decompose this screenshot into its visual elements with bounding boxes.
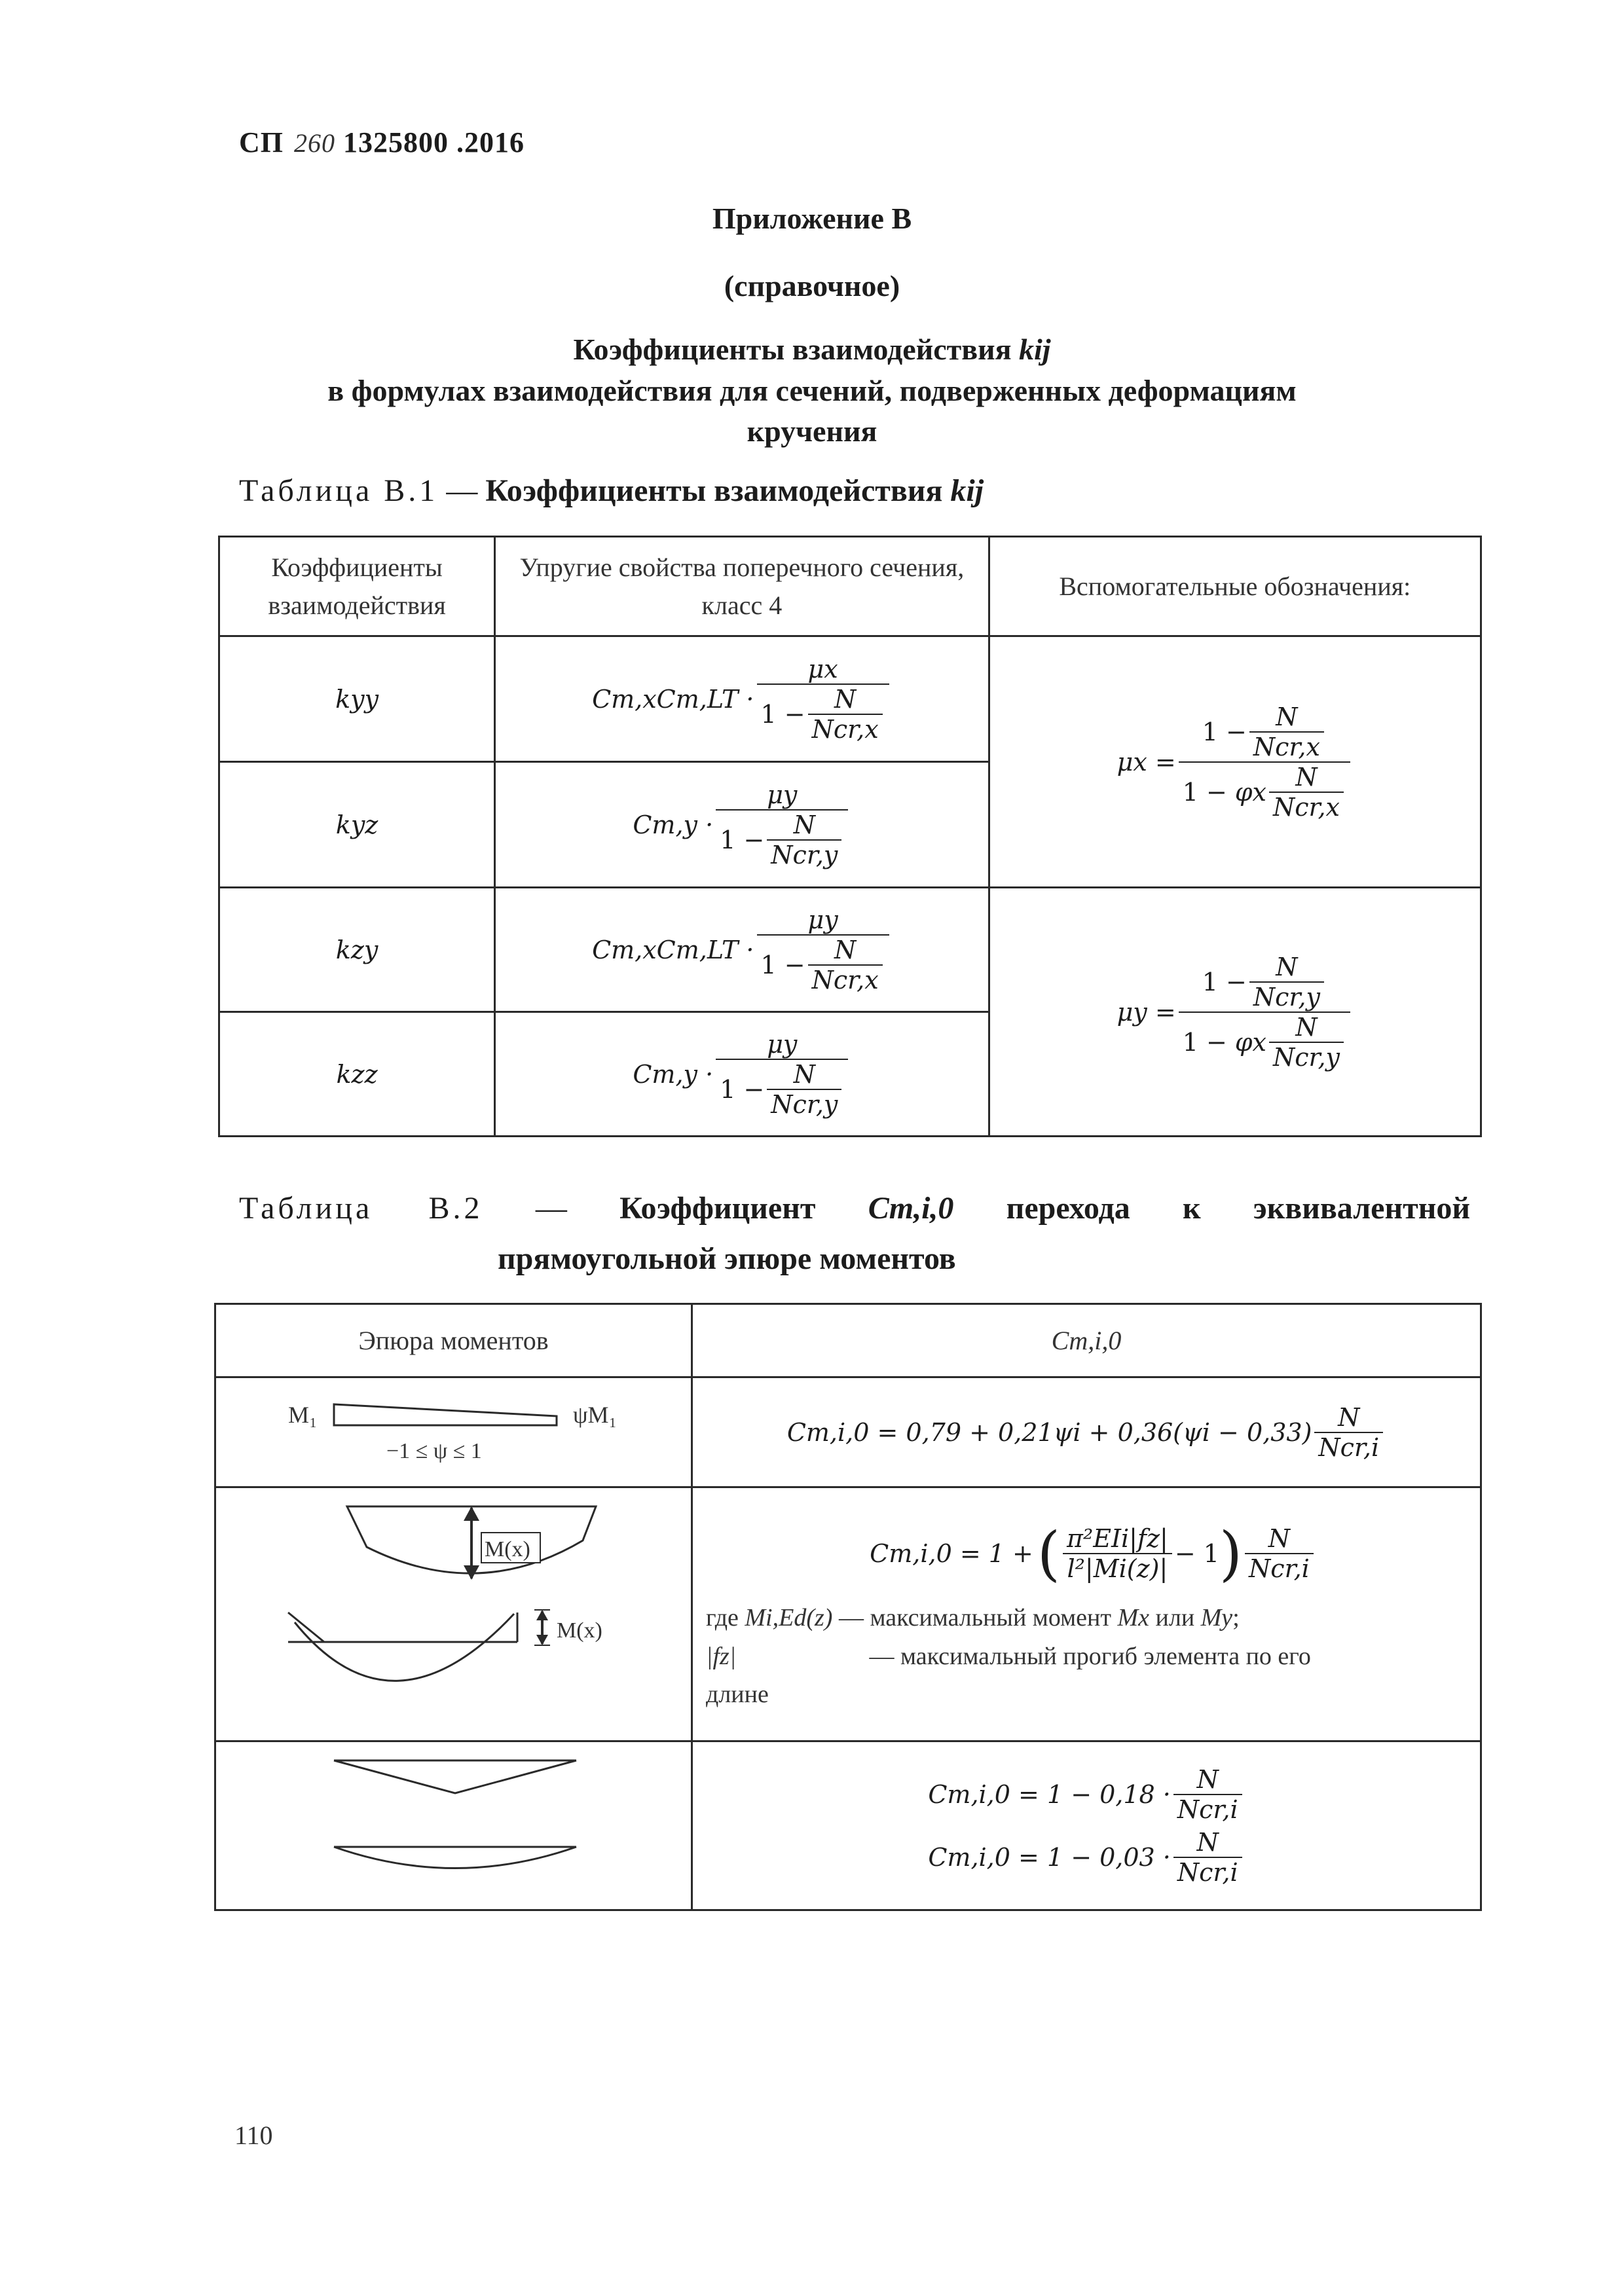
one-minus: 1 − (720, 825, 765, 854)
appendix-heading-line3: кручения (747, 414, 877, 448)
table-row (215, 1741, 1481, 1910)
phi-symbol: φx (1234, 777, 1266, 807)
ncr-symbol: Ncr,x (811, 965, 879, 994)
caption-dash: — (483, 1191, 620, 1226)
table-b2-caption-symbol: Cm,i,0 (868, 1191, 954, 1226)
note-line3: длине (706, 1681, 769, 1709)
formula-prefix: Cm,xCm,LT · (592, 684, 754, 714)
ncr-symbol: Ncr,i (1177, 1795, 1238, 1824)
one-minus: 1 − (760, 699, 805, 729)
page-number: 110 (234, 2121, 273, 2150)
handwritten-number: 260 (294, 128, 335, 158)
table-b1-caption-prefix: Таблица В.1 (239, 473, 439, 508)
table-b2-header (215, 1304, 1481, 1377)
coef-label: kzy (335, 935, 378, 964)
fraction (757, 905, 889, 994)
table-b2-caption-line1 (239, 1190, 1470, 1226)
diagram-label-a: M(x) (485, 1537, 530, 1561)
ncr-symbol: Ncr,y (1253, 982, 1320, 1011)
diagram-triangular-parabolic (215, 1741, 692, 1910)
deflection-moment-diagram (216, 1488, 691, 1737)
n-symbol: N (767, 811, 841, 841)
fraction-numerator: μx (757, 655, 889, 685)
table-b2-caption-prefix: Таблица В.2 (239, 1191, 483, 1226)
table-row (219, 888, 1481, 1012)
table-row (215, 1487, 1481, 1741)
linear-moment-diagram (216, 1378, 691, 1483)
formula-parabolic: Cm,i,0 = 1 − 0,03 · (928, 1842, 1171, 1872)
heading-text: Коэффициенты взаимодействия (573, 333, 1019, 366)
code-year: .2016 (456, 126, 525, 158)
note-text: или (1149, 1603, 1201, 1631)
table-b1-header (219, 537, 1481, 636)
formula-triangular: Cm,i,0 = 1 − 0,18 · (928, 1779, 1171, 1809)
table-b1-caption-symbol: kij (950, 473, 984, 508)
table-b2-caption-line2: прямоугольной эпюре моментов (498, 1241, 956, 1276)
n-symbol: N (1314, 1403, 1383, 1433)
table-b1 (218, 536, 1482, 1137)
diagram-deflection (215, 1487, 692, 1741)
diagram-left-label: M₁ (288, 1402, 318, 1428)
coef-label: kyy (335, 684, 379, 714)
n-symbol: N (1173, 1765, 1242, 1795)
formula-lhs: Cm,i,0 = 1 + (870, 1539, 1033, 1569)
n-symbol: N (1249, 953, 1324, 983)
n-symbol: N (1245, 1524, 1314, 1554)
ncr-symbol: Ncr,y (1272, 1042, 1340, 1072)
fraction-numerator: μy (716, 780, 848, 811)
ncr-symbol: Ncr,i (1177, 1857, 1238, 1887)
triangular-parabolic-diagram (216, 1742, 691, 1906)
note-line2 (706, 1637, 1480, 1676)
one-minus: 1 − (1182, 777, 1227, 807)
table-b2-caption-text-b: перехода к эквивалентной (953, 1191, 1471, 1226)
appendix-heading-line1 (0, 332, 1624, 367)
table-row (219, 636, 1481, 762)
table-b1-caption (239, 473, 984, 509)
formula-linear (692, 1377, 1481, 1487)
one-minus: 1 − (1202, 717, 1247, 746)
formula-prefix: Cm,y · (633, 1059, 714, 1089)
fraction (1179, 953, 1350, 1072)
coef-label: kyz (335, 810, 378, 839)
note-my: My (1200, 1603, 1233, 1631)
col-header-coef: Коэффициенты взаимодействия (219, 537, 495, 636)
formula-kyz (495, 762, 989, 888)
table-b2 (214, 1303, 1482, 1911)
appendix-subtitle: (справочное) (724, 269, 900, 302)
note-text: ; (1232, 1603, 1240, 1631)
col-header-diagram: Эпюра моментов (215, 1304, 692, 1377)
code-prefix: СП (239, 126, 284, 158)
one-minus: 1 − (1182, 1027, 1227, 1057)
formula-prefix: Cm,xCm,LT · (592, 935, 754, 964)
note-symbol: Mi,Ed(z) (745, 1603, 833, 1631)
table-row (215, 1377, 1481, 1487)
note-line1 (706, 1599, 1480, 1637)
inner-tail: − 1 (1174, 1539, 1219, 1569)
col-header-cmi0: Cm,i,0 (692, 1304, 1481, 1377)
heading-symbol: kij (1018, 333, 1051, 366)
aux-lhs: μy = (1116, 997, 1176, 1027)
fraction (716, 1030, 848, 1119)
coef-label: kzz (336, 1059, 378, 1089)
note-text: где (706, 1603, 745, 1631)
formula-kzy (495, 888, 989, 1012)
document-code (239, 126, 525, 159)
one-minus: 1 − (720, 1074, 765, 1104)
note-mx: Mx (1117, 1603, 1150, 1631)
ncr-symbol: Ncr,x (1253, 732, 1320, 761)
diagram-label-b: M(x) (557, 1618, 602, 1643)
ncr-symbol: Ncr,i (1249, 1554, 1310, 1584)
ncr-symbol: Ncr,x (1272, 792, 1340, 822)
diagram-range-label: −1 ≤ ψ ≤ 1 (386, 1439, 482, 1463)
phi-symbol: φx (1234, 1027, 1266, 1057)
fraction (1179, 702, 1350, 822)
coef-kzz (219, 1012, 495, 1137)
ncr-symbol: Ncr,x (811, 714, 879, 744)
table-b2-caption-text: Коэффициент (619, 1191, 868, 1226)
formula-deflection: Cm,i,0 = 1 + ( $\frac{\text{π²EIi|fz|}}{\text{l²|Mi(z)|}}$ − 1 ) $\frac{N}{\text{Ncr,i}}$ где Mi,Ed(z) — максимальный момент Mx или My; |fz| — максимальный прогиб элемента по его длине (692, 1487, 1481, 1741)
n-symbol: N (767, 1060, 841, 1090)
aux-mu-y (989, 888, 1481, 1137)
one-minus: 1 − (760, 950, 805, 979)
n-symbol: N (1269, 1013, 1344, 1043)
n-symbol: N (808, 936, 883, 966)
coef-kyz (219, 762, 495, 888)
aux-lhs: μx = (1116, 747, 1176, 776)
inner-numerator: π²EIi|fz| (1063, 1524, 1172, 1554)
fraction (757, 655, 889, 744)
inner-denominator: l²|Mi(z)| (1067, 1554, 1168, 1584)
fraction-numerator: μy (757, 905, 889, 936)
caption-dash: — (438, 473, 486, 508)
coef-kzy (219, 888, 495, 1012)
n-symbol: N (1269, 763, 1344, 793)
formula-lhs: Cm,i,0 = 0,79 + 0,21ψi + 0,36(ψi − 0,33) (786, 1417, 1312, 1447)
fraction (716, 780, 848, 869)
formula-kyy (495, 636, 989, 762)
n-symbol: N (1173, 1828, 1242, 1858)
note-symbol: |fz| (706, 1642, 737, 1670)
appendix-title: Приложение В (712, 202, 912, 235)
code-number: 1325800 (343, 126, 449, 158)
fraction-numerator: μy (716, 1030, 848, 1060)
coef-kyy (219, 636, 495, 762)
formula-kzz (495, 1012, 989, 1137)
col-header-aux: Вспомогательные обозначения: (989, 537, 1481, 636)
diagram-linear (215, 1377, 692, 1487)
one-minus: 1 − (1202, 967, 1247, 996)
formula-triangular-parabolic (692, 1741, 1481, 1910)
table-b1-caption-text: Коэффициенты взаимодействия (485, 473, 951, 508)
n-symbol: N (808, 685, 883, 715)
formula-prefix: Cm,y · (633, 810, 714, 839)
aux-mu-x (989, 636, 1481, 888)
note-text: — максимальный момент (832, 1603, 1118, 1631)
appendix-heading-line2: в формулах взаимодействия для сечений, подверженных деформациям (327, 374, 1297, 407)
diagram-right-label: ψM₁ (573, 1402, 618, 1428)
note-text: — максимальный прогиб элемента по его (863, 1642, 1311, 1670)
ncr-symbol: Ncr,y (771, 1089, 838, 1119)
ncr-symbol: Ncr,y (771, 840, 838, 869)
ncr-symbol: Ncr,i (1318, 1432, 1380, 1462)
n-symbol: N (1249, 702, 1324, 733)
col-header-formula: Упругие свойства поперечного сечения, класс 4 (495, 537, 989, 636)
